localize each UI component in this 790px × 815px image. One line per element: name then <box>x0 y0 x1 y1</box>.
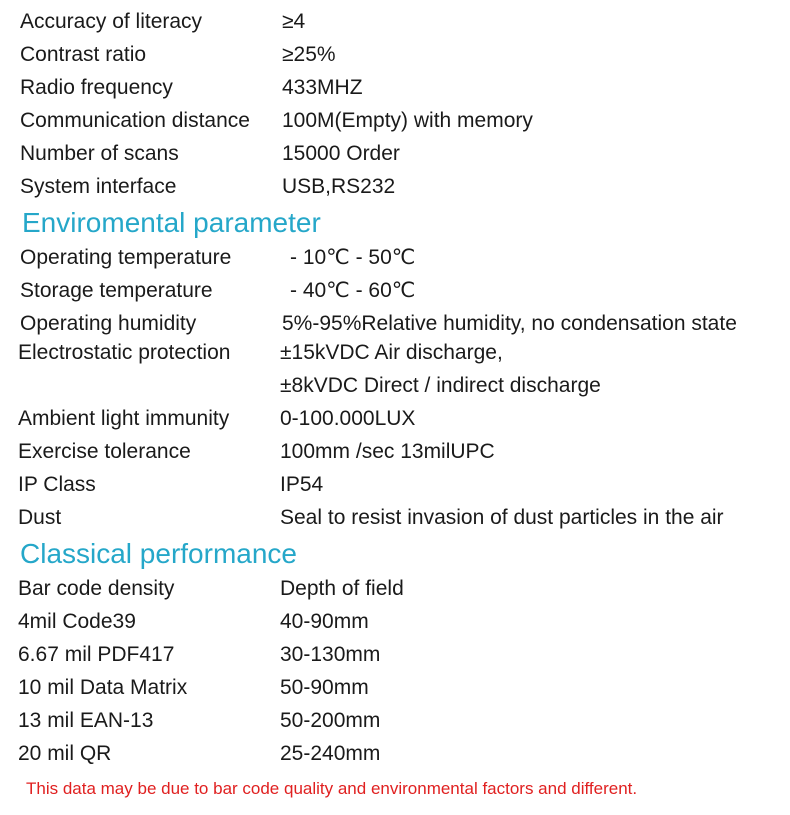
spec-value: IP54 <box>280 473 324 496</box>
barcode-density: 10 mil Data Matrix <box>18 676 188 699</box>
depth-of-field: 50-90mm <box>280 676 369 699</box>
barcode-density: 20 mil QR <box>18 742 112 765</box>
spec-value: 5%-95%Relative humidity, no condensation state <box>282 312 737 335</box>
column-header-depth: Depth of field <box>280 577 404 600</box>
disclaimer-note: This data may be due to bar code quality and environmental factors and different. <box>26 779 638 798</box>
depth-of-field: 50-200mm <box>280 709 381 732</box>
spec-value: Seal to resist invasion of dust particles in the air <box>280 506 724 529</box>
spec-label: Contrast ratio <box>20 43 147 66</box>
spec-label: Electrostatic protection <box>18 341 231 364</box>
spec-label: Operating temperature <box>20 246 232 269</box>
spec-value: ≥25% <box>282 43 336 66</box>
spec-value: 433MHZ <box>282 76 363 99</box>
spec-label: Communication distance <box>20 109 250 132</box>
barcode-density: 13 mil EAN-13 <box>18 709 154 732</box>
barcode-density: 6.67 mil PDF417 <box>18 643 175 666</box>
spec-value: - 10℃ - 50℃ <box>290 246 416 269</box>
column-header-density: Bar code density <box>18 577 175 600</box>
spec-value: 0-100.000LUX <box>280 407 416 430</box>
spec-label: System interface <box>20 175 177 198</box>
spec-value: 100mm /sec 13milUPC <box>280 440 495 463</box>
spec-label: Storage temperature <box>20 279 213 302</box>
spec-value: - 40℃ - 60℃ <box>290 279 416 302</box>
spec-label: Accuracy of literacy <box>20 10 203 33</box>
spec-label: Ambient light immunity <box>18 407 230 430</box>
spec-label: Radio frequency <box>20 76 173 99</box>
spec-value: ±8kVDC Direct / indirect discharge <box>280 374 601 397</box>
spec-label: Dust <box>18 506 62 529</box>
spec-label: IP Class <box>18 473 96 496</box>
spec-value: USB,RS232 <box>282 175 396 198</box>
spec-value: 100M(Empty) with memory <box>282 109 533 132</box>
performance-heading: Classical performance <box>20 538 297 569</box>
spec-value: ±15kVDC Air discharge, <box>280 341 503 364</box>
spec-value: 15000 Order <box>282 142 400 165</box>
environmental-heading: Enviromental parameter <box>22 207 321 238</box>
spec-label: Operating humidity <box>20 312 197 335</box>
spec-label: Number of scans <box>20 142 179 165</box>
spec-value: ≥4 <box>282 10 306 33</box>
spec-label: Exercise tolerance <box>18 440 191 463</box>
depth-of-field: 40-90mm <box>280 610 369 633</box>
depth-of-field: 30-130mm <box>280 643 381 666</box>
depth-of-field: 25-240mm <box>280 742 381 765</box>
barcode-density: 4mil Code39 <box>18 610 136 633</box>
